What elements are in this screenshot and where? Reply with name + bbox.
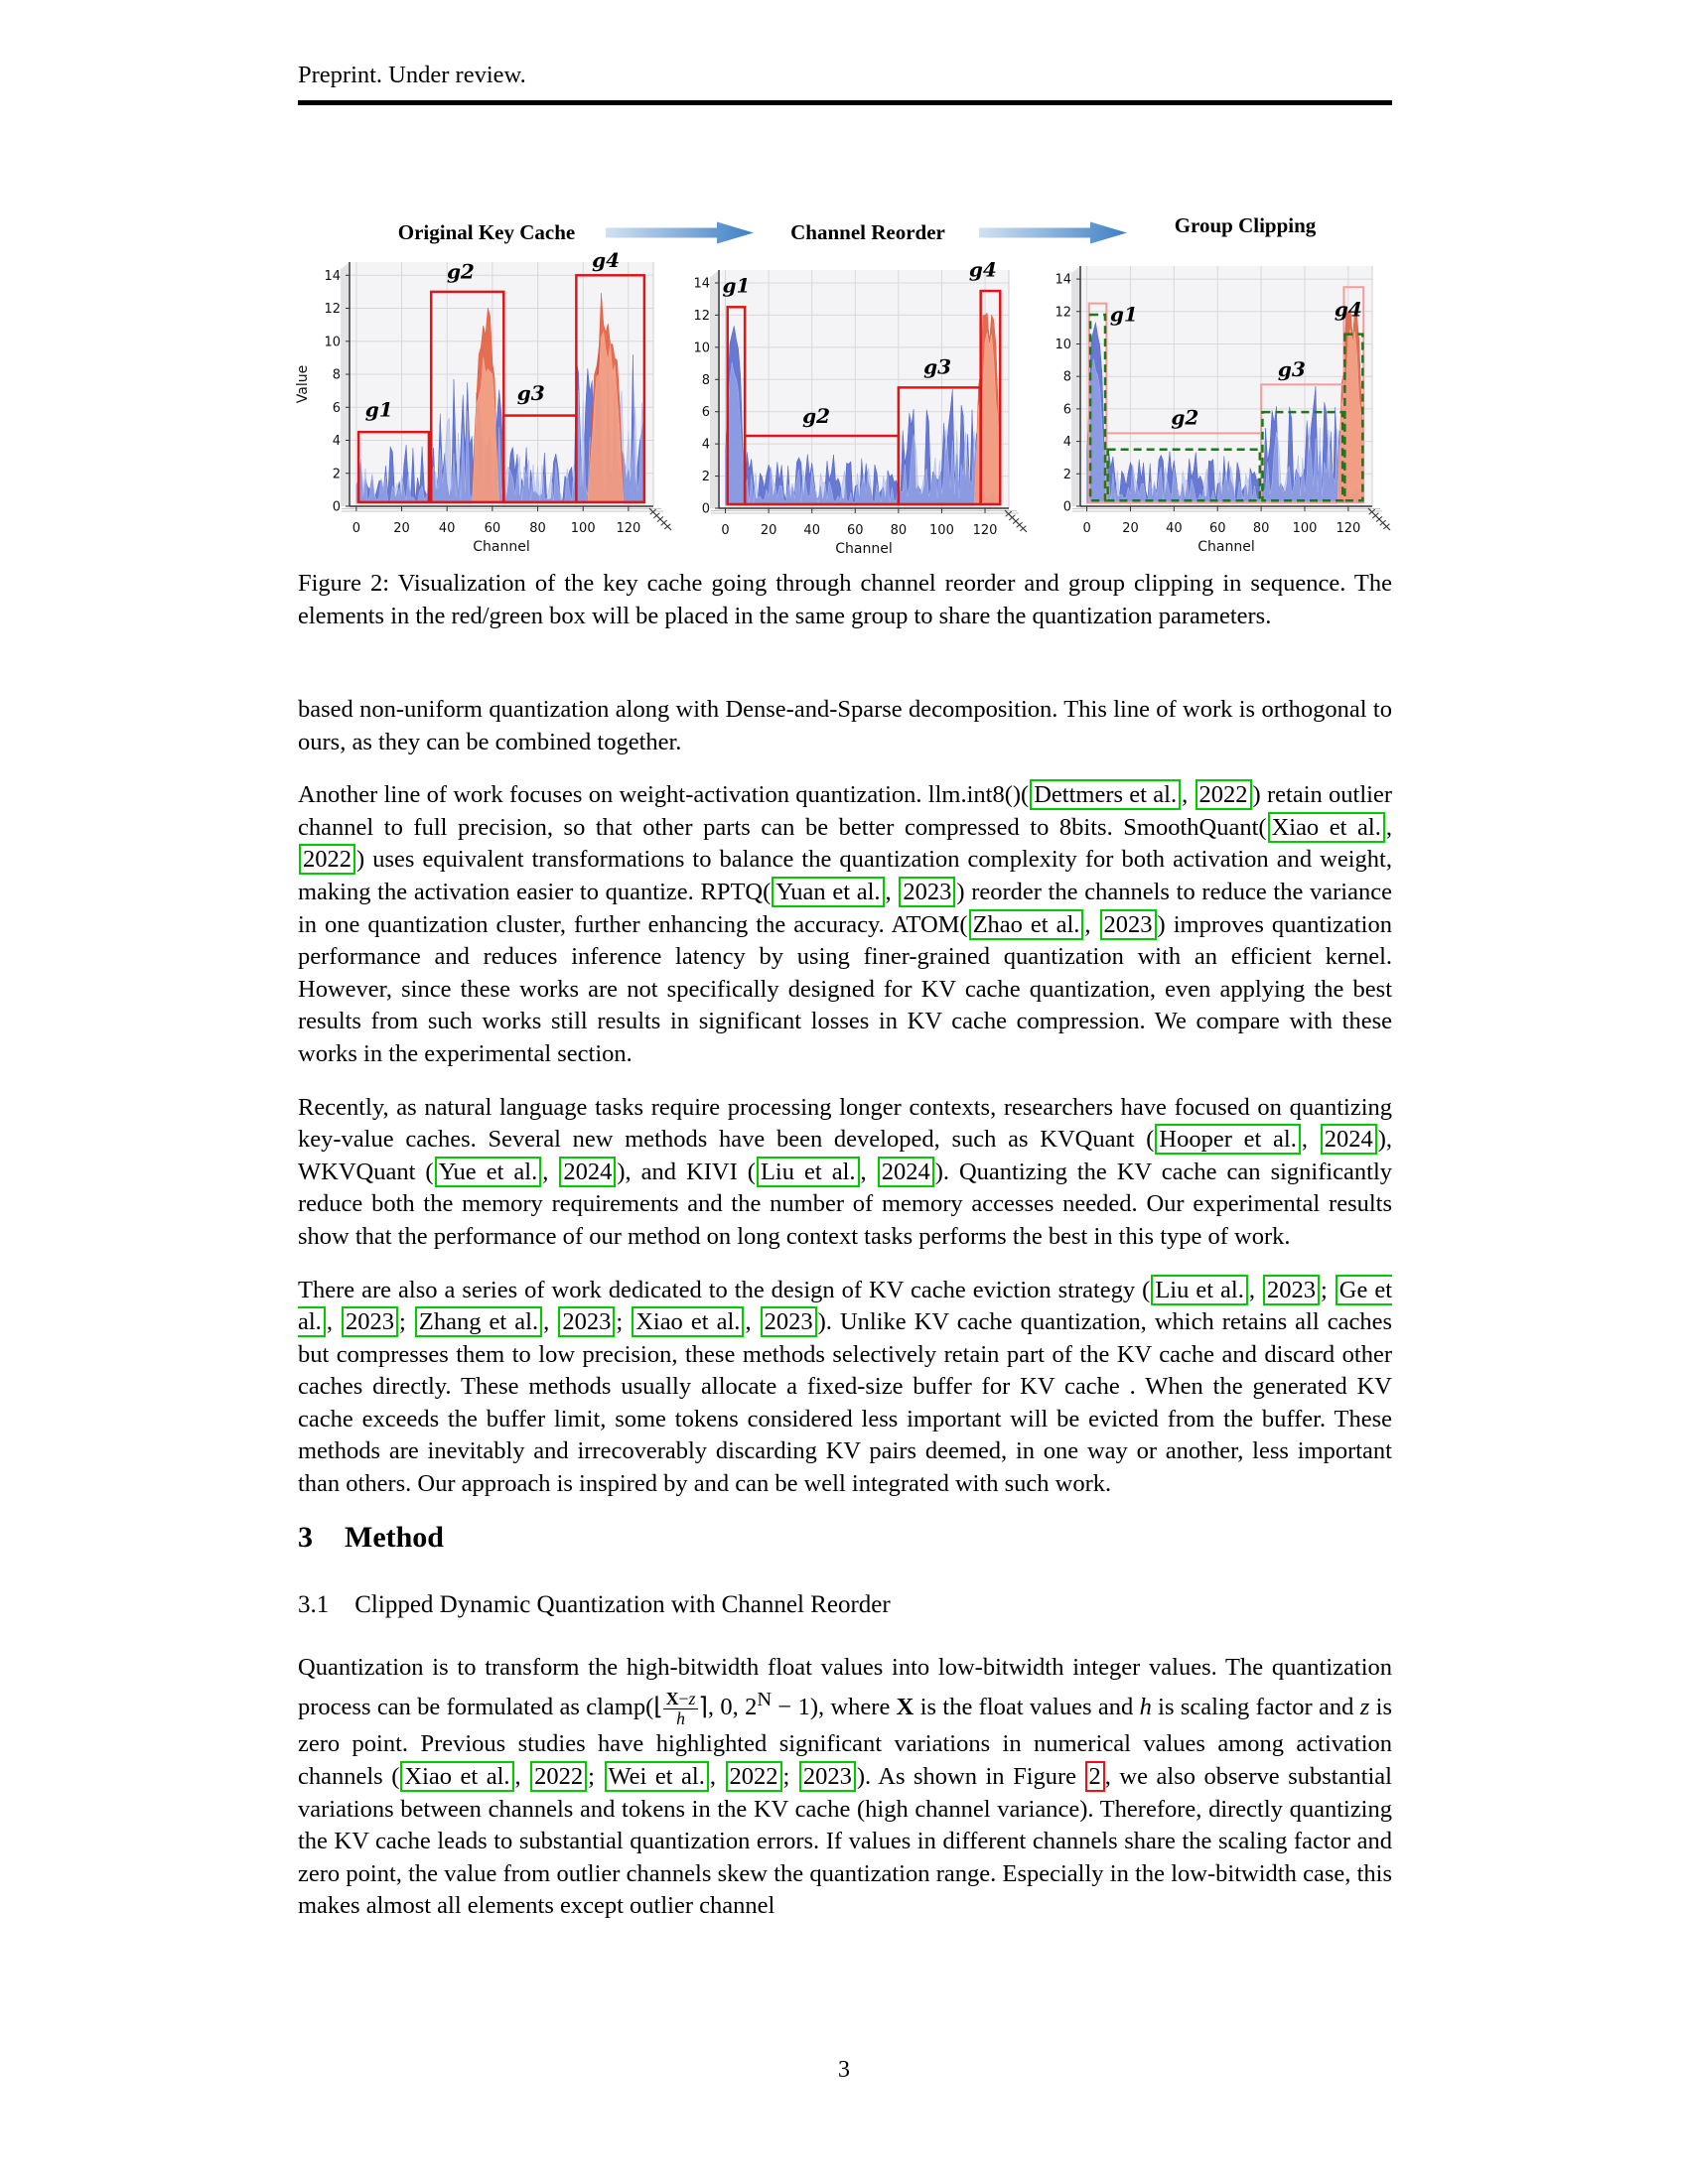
svg-text:2: 2	[332, 467, 341, 482]
key-cache-plot-reorder	[679, 262, 1029, 563]
svg-text:8: 8	[701, 372, 710, 388]
citation-link[interactable]: 2024	[1321, 1124, 1377, 1155]
flow-arrow-icon	[604, 221, 755, 244]
svg-text:12: 12	[324, 302, 341, 318]
svg-text:40: 40	[803, 523, 820, 538]
svg-text:10: 10	[1055, 337, 1071, 352]
svg-text:120: 120	[972, 523, 998, 538]
citation-link[interactable]: Wei et al.	[605, 1761, 709, 1792]
y-axis-label: Value	[295, 364, 311, 404]
citation-link[interactable]: Zhang et al.	[415, 1306, 542, 1337]
group-label-g2: g2	[802, 404, 831, 429]
fraction-numerator: X−z	[663, 1690, 699, 1709]
citation-link[interactable]: Xiao et al.	[1268, 812, 1385, 843]
svg-text:80: 80	[1252, 521, 1270, 536]
svg-text:0: 0	[332, 499, 341, 515]
figure-panel-title-clipping: Group Clipping	[1174, 213, 1317, 237]
svg-text:100: 100	[1292, 521, 1318, 536]
svg-text:14: 14	[693, 276, 710, 292]
svg-text:100: 100	[570, 521, 596, 536]
x-axis-label: Channel	[473, 539, 530, 555]
svg-text:8: 8	[332, 367, 341, 383]
svg-text:20: 20	[393, 521, 410, 536]
group-label-g4: g4	[1334, 297, 1362, 322]
svg-text:80: 80	[890, 523, 908, 538]
citation-link[interactable]: Hooper et al.	[1155, 1124, 1300, 1155]
math-var: z	[1359, 1694, 1370, 1721]
figure-panel-title-reorder: Channel Reorder	[790, 220, 945, 244]
paragraph: Another line of work focuses on weight-activation quantization. llm.int8()( Dettmers et al. , 2022 ) retain outlier channel to full precision, so that other parts can be better compressed to 8bits. SmoothQuant( Xiao et al. , 2022 ) uses equivalent transformations to balance the quantization complexity for both activation and weight, making the activation easier to quantize. RPTQ( Yuan et al. , 2023 ) reorder the channels to reduce the variance in one quantization cluster, further enhancing the accuracy. ATOM( Zhao et al. , 2023 ) improves quantization performance and reduces inference latency by using finer-grained quantization with an efficient kernel. However, since these works are not specifically designed for KV cache quantization, even applying the best results from such works still results in significant losses in KV cache compression. We compare with these works in the experimental section.	[298, 781, 1393, 1067]
plot-canvas	[1039, 258, 1392, 556]
heading-title: Method	[345, 1520, 444, 1554]
citation-link[interactable]: 2022	[530, 1761, 587, 1792]
body-text	[298, 694, 1392, 1944]
svg-text:0: 0	[352, 521, 360, 536]
svg-text:80: 80	[529, 521, 546, 536]
svg-text:120: 120	[616, 521, 641, 536]
svg-text:0: 0	[721, 523, 730, 538]
group-label-g1: g1	[1109, 302, 1138, 327]
citation-link[interactable]: 2022	[1196, 779, 1252, 810]
running-header: Preprint. Under review.	[298, 62, 526, 88]
citation-link[interactable]: Liu et al.	[1151, 1275, 1248, 1305]
group-label-g3: g3	[1277, 357, 1306, 382]
svg-text:14: 14	[1055, 272, 1071, 288]
svg-text:8: 8	[1062, 369, 1071, 385]
svg-text:2: 2	[701, 470, 710, 485]
citation-link[interactable]: 2022	[299, 844, 355, 875]
math-fraction	[663, 1690, 699, 1728]
svg-text:4: 4	[1062, 435, 1071, 451]
svg-text:120: 120	[1336, 521, 1361, 536]
citation-link[interactable]: 2023	[342, 1306, 398, 1337]
page-number: 3	[838, 2057, 850, 2083]
plot-canvas	[679, 262, 1029, 558]
citation-link[interactable]: 2024	[559, 1157, 616, 1187]
group-label-g4: g4	[592, 252, 620, 272]
svg-text:40: 40	[1166, 521, 1183, 536]
group-label-g3: g3	[516, 380, 545, 405]
citation-link[interactable]: 2023	[558, 1306, 615, 1337]
svg-text:6: 6	[332, 400, 341, 416]
svg-text:60: 60	[847, 523, 864, 538]
math-var-bold: X	[665, 1689, 679, 1709]
citation-link[interactable]: 2023	[761, 1306, 817, 1337]
paragraph: based non-uniform quantization along with Dense-and-Sparse decomposition. This line of work is orthogonal to ours, as they can be combined together.	[298, 696, 1392, 755]
group-label-g2: g2	[446, 259, 475, 284]
math-exponent: N	[757, 1689, 773, 1711]
group-label-g1: g1	[364, 397, 393, 422]
citation-link[interactable]: Zhao et al.	[969, 909, 1084, 940]
svg-text:100: 100	[929, 523, 954, 538]
key-cache-plot-original	[292, 252, 679, 561]
svg-text:10: 10	[693, 341, 710, 356]
citation-link[interactable]: Dettmers et al.	[1030, 779, 1181, 810]
key-cache-plot-clipping	[1039, 258, 1392, 561]
citation-link[interactable]: 2023	[1100, 909, 1157, 940]
figure-caption: Figure 2: Visualization of the key cache going through channel reorder and group clipping in sequence. The elements in the red/green box will be placed in the same group to share the quantization parameters.	[298, 570, 1392, 629]
citation-link[interactable]: Liu et al.	[757, 1157, 860, 1187]
figure-flow-headers	[298, 213, 1390, 250]
svg-text:0: 0	[1082, 521, 1091, 536]
group-label-g1: g1	[722, 273, 751, 298]
citation-link[interactable]: Xiao et al.	[400, 1761, 513, 1792]
svg-text:20: 20	[760, 523, 777, 538]
heading-number: 3	[298, 1520, 313, 1554]
citation-link[interactable]: 2022	[726, 1761, 782, 1792]
group-label-g4: g4	[968, 262, 997, 282]
group-label-g2: g2	[1171, 405, 1199, 430]
flow-arrow-icon	[977, 221, 1128, 244]
svg-text:10: 10	[324, 335, 341, 350]
svg-text:60: 60	[1208, 521, 1226, 536]
x-axis-label: Channel	[1197, 539, 1255, 555]
svg-text:14: 14	[324, 268, 341, 284]
citation-link[interactable]: 2024	[878, 1157, 934, 1187]
svg-text:6: 6	[1062, 402, 1071, 418]
heading-number: 3.1	[298, 1591, 330, 1619]
svg-text:60: 60	[484, 521, 501, 536]
group-label-g3: g3	[923, 354, 952, 379]
math-var: h	[676, 1708, 685, 1729]
svg-text:20: 20	[1122, 521, 1139, 536]
math-var: z	[688, 1689, 696, 1709]
svg-text:12: 12	[1055, 305, 1071, 321]
svg-text:12: 12	[693, 308, 710, 324]
citation-link[interactable]: Yue et al.	[435, 1157, 542, 1187]
svg-text:4: 4	[701, 437, 710, 453]
citation-link[interactable]: 2023	[899, 877, 955, 907]
citation-link[interactable]: Ge et al.	[298, 1276, 1393, 1336]
figure-ref-link[interactable]: 2	[1085, 1761, 1105, 1792]
plot-canvas	[292, 252, 679, 556]
svg-text:0: 0	[1062, 499, 1071, 515]
fraction-denominator	[663, 1709, 699, 1728]
paragraph: There are also a series of work dedicated to the design of KV cache eviction strategy ( Liu et al. , 2023 ; Ge et al. , 2023 ; Zhang et al. , 2023 ; Xiao et al. , 2023 ). Unlike KV cache quantization, which retains all caches but compresses them to low precision, these methods selectively retain part of the KV cache and discard other caches directly. These methods usually allocate a fixed-size buffer for KV cache . When the generated KV cache exceeds the buffer limit, some tokens considered less important will be evicted from the buffer. These methods are inevitably and irrecoverably discarding KV pairs deemed, in one way or another, less important than others. Our approach is inspired by and can be well integrated with such work.	[298, 1276, 1393, 1498]
paragraph: Recently, as natural language tasks require processing longer contexts, researchers have focused on quantizing key-value caches. Several new methods have been developed, such as KVQuant ( Hooper et al. , 2024 ), WKVQuant ( Yue et al. , 2024 ), and KIVI ( Liu et al. , 2024 ). Quantizing the KV cache can significantly reduce both the memory requirements and the number of memory accesses needed. Our experimental results show that the performance of our method on long context tasks performs the best in this type of work.	[298, 1093, 1393, 1250]
math-var: h	[1139, 1694, 1152, 1721]
svg-text:2: 2	[1062, 467, 1071, 482]
citation-link[interactable]: 2023	[1263, 1275, 1320, 1305]
figure-panel-title-original: Original Key Cache	[397, 220, 576, 244]
citation-link[interactable]: Yuan et al.	[772, 877, 884, 907]
header-rule	[298, 100, 1392, 105]
paragraph: Quantization is to transform the high-bitwidth float values into low-bitwidth integer values. The quantization process can be formulated as clamp(⌊ $\frac{X-z}{h}$ ⌉, 0, $2^N - 1$), where X is the float values and h is scaling factor and z is zero point. Previous studies have highlighted significant variations in numerical values among activation channels ( Xiao et al. , 2022 ; Wei et al. , 2022 ; 2023 ). As shown in Figure 2 , we also observe substantial variations between channels and tokens in the KV cache (high channel variance). Therefore, directly quantizing the KV cache leads to substantial quantization errors. If values in different channels share the scaling factor and zero point, the value from outlier channels skew the quantization range. Especially in the low-bitwidth case, this makes almost all elements except outlier channel	[298, 1653, 1393, 1920]
x-axis-label: Channel	[835, 541, 893, 557]
svg-text:0: 0	[701, 501, 710, 517]
svg-text:4: 4	[332, 434, 341, 450]
svg-text:6: 6	[701, 405, 710, 421]
svg-text:40: 40	[438, 521, 456, 536]
citation-link[interactable]: Xiao et al.	[632, 1306, 744, 1337]
subsection-heading	[298, 1589, 1392, 1622]
citation-link[interactable]: 2023	[799, 1761, 856, 1792]
section-heading	[298, 1522, 1392, 1555]
math-var-bold: X	[896, 1694, 914, 1721]
heading-title: Clipped Dynamic Quantization with Channel Reorder	[354, 1591, 891, 1619]
